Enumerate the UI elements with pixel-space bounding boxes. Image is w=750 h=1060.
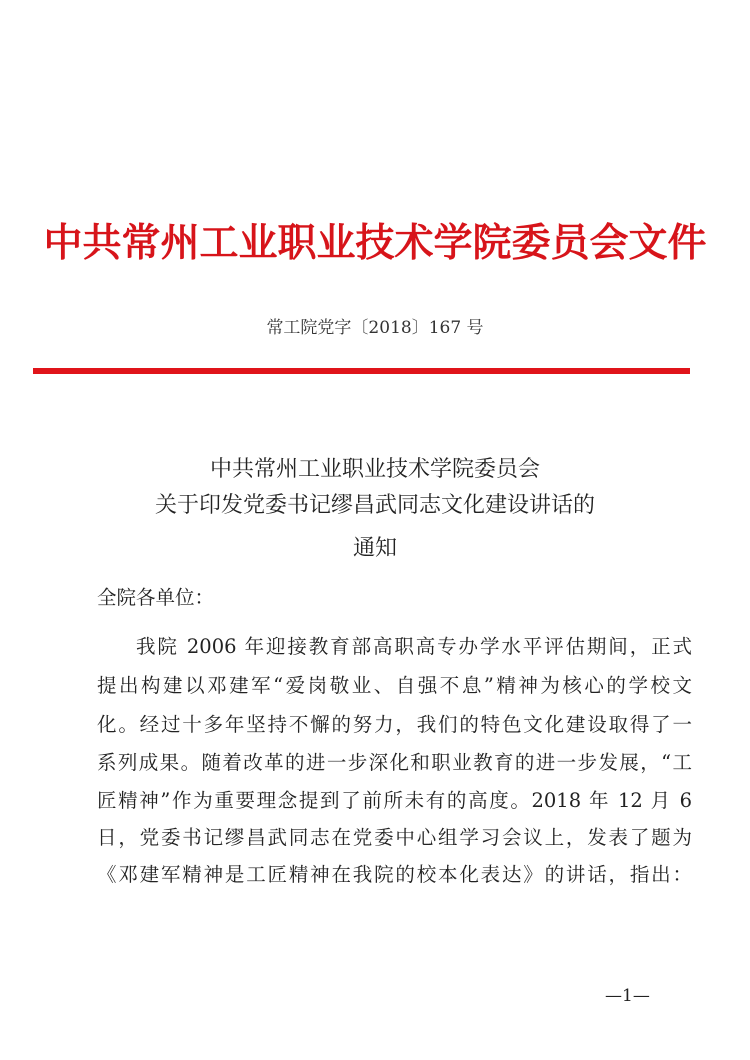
body-line-4: 系列成果。随着改革的进一步深化和职业教育的进一步发展，“工 [97,751,692,774]
body-line-1: 我院 2006 年迎接教育部高职高专办学水平评估期间，正式 [136,635,692,658]
document-number: 常工院党字〔2018〕167 号 [266,318,484,338]
body-line-2: 提出构建以邓建军“爱岗敬业、自强不息”精神为核心的学校文 [97,674,692,697]
body-line-7: 《邓建军精神是工匠精神在我院的校本化表达》的讲话，指出： [97,863,692,886]
notice-title-line-2: 关于印发党委书记缪昌武同志文化建设讲话的 [154,493,595,518]
notice-title-line-3: 通知 [352,536,397,561]
document-red-header-title: 中共常州工业职业技术学院委员会文件 [43,220,707,266]
body-line-3: 化。经过十多年坚持不懈的努力，我们的特色文化建设取得了一 [97,713,692,736]
body-line-5: 匠精神”作为重要理念提到了前所未有的高度。2018 年 12 月 6 [97,789,692,812]
page-number: —1— [605,986,650,1006]
notice-title-line-1: 中共常州工业职业技术学院委员会 [209,457,540,482]
red-divider-bar [33,368,690,374]
salutation: 全院各单位： [97,586,215,609]
body-line-6: 日，党委书记缪昌武同志在党委中心组学习会议上，发表了题为 [97,826,692,849]
